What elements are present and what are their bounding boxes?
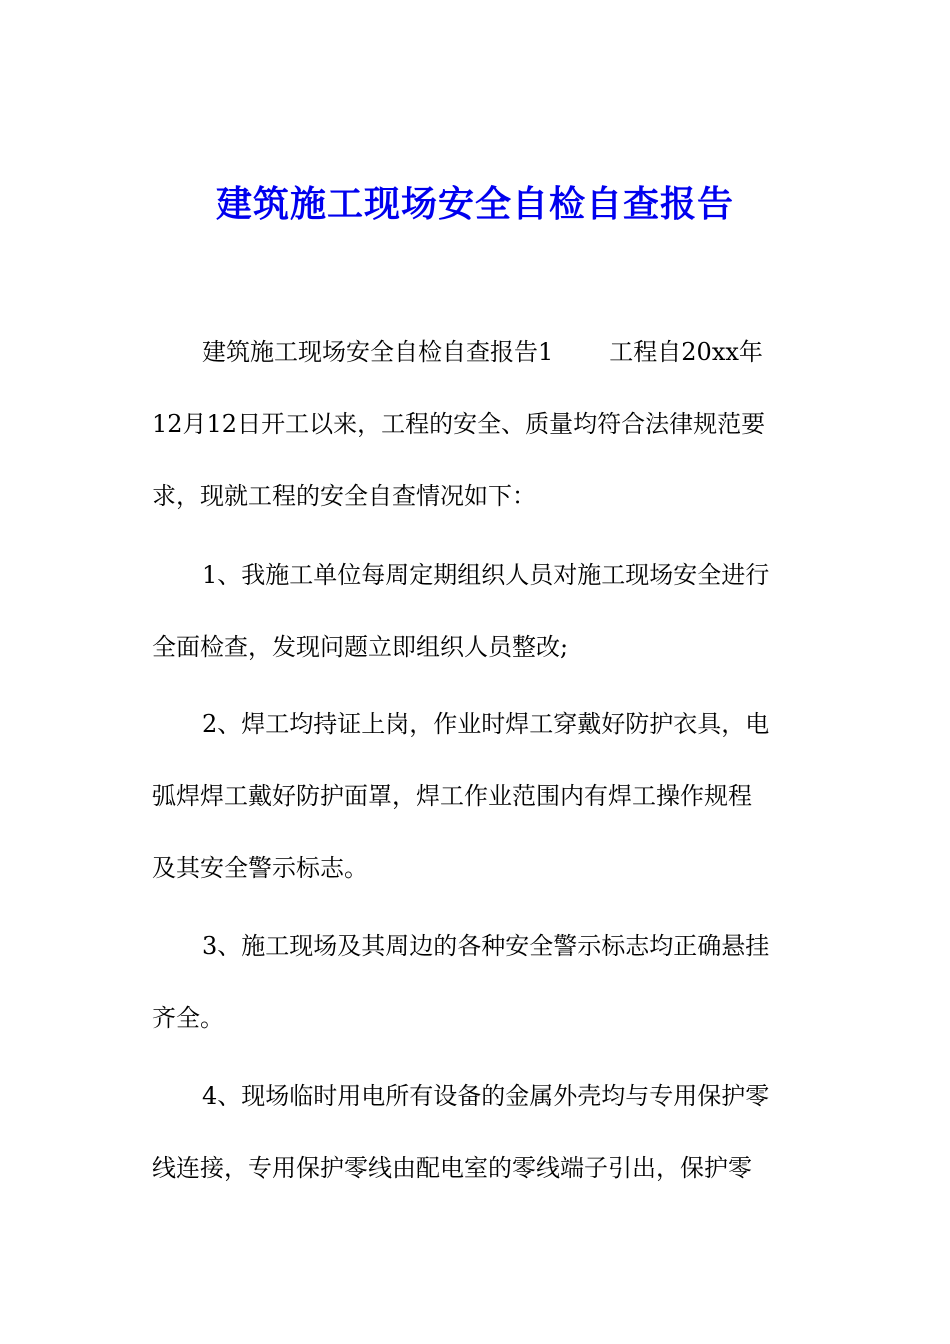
list-item-4-line: 线连接，专用保护零线由配电室的零线端子引出，保护零 — [152, 1154, 752, 1182]
list-item-2-line: 2、焊工均持证上岗，作业时焊工穿戴好防护衣具，电 — [202, 710, 770, 738]
paragraph-line — [202, 336, 763, 368]
list-item-3-line: 3、施工现场及其周边的各种安全警示标志均正确悬挂 — [202, 932, 770, 960]
list-item-2-line: 弧焊焊工戴好防护面罩，焊工作业范围内有焊工操作规程 — [152, 782, 752, 810]
paragraph-line: 12月12日开工以来，工程的安全、质量均符合法律规范要 — [152, 410, 766, 438]
report-heading-label: 建筑施工现场安全自检自查报告1 — [202, 338, 554, 366]
list-item-1-line: 全面检查，发现问题立即组织人员整改; — [152, 633, 569, 661]
paragraph-line: 求，现就工程的安全自查情况如下： — [152, 482, 536, 510]
paragraph-text: 工程自20xx年 — [609, 338, 763, 366]
document-title: 建筑施工现场安全自检自查报告 — [215, 183, 734, 225]
list-item-3-line: 齐全。 — [152, 1004, 224, 1032]
list-item-1-line: 1、我施工单位每周定期组织人员对施工现场安全进行 — [202, 561, 770, 589]
list-item-4-line: 4、现场临时用电所有设备的金属外壳均与专用保护零 — [202, 1082, 770, 1110]
list-item-2-line: 及其安全警示标志。 — [152, 854, 368, 882]
